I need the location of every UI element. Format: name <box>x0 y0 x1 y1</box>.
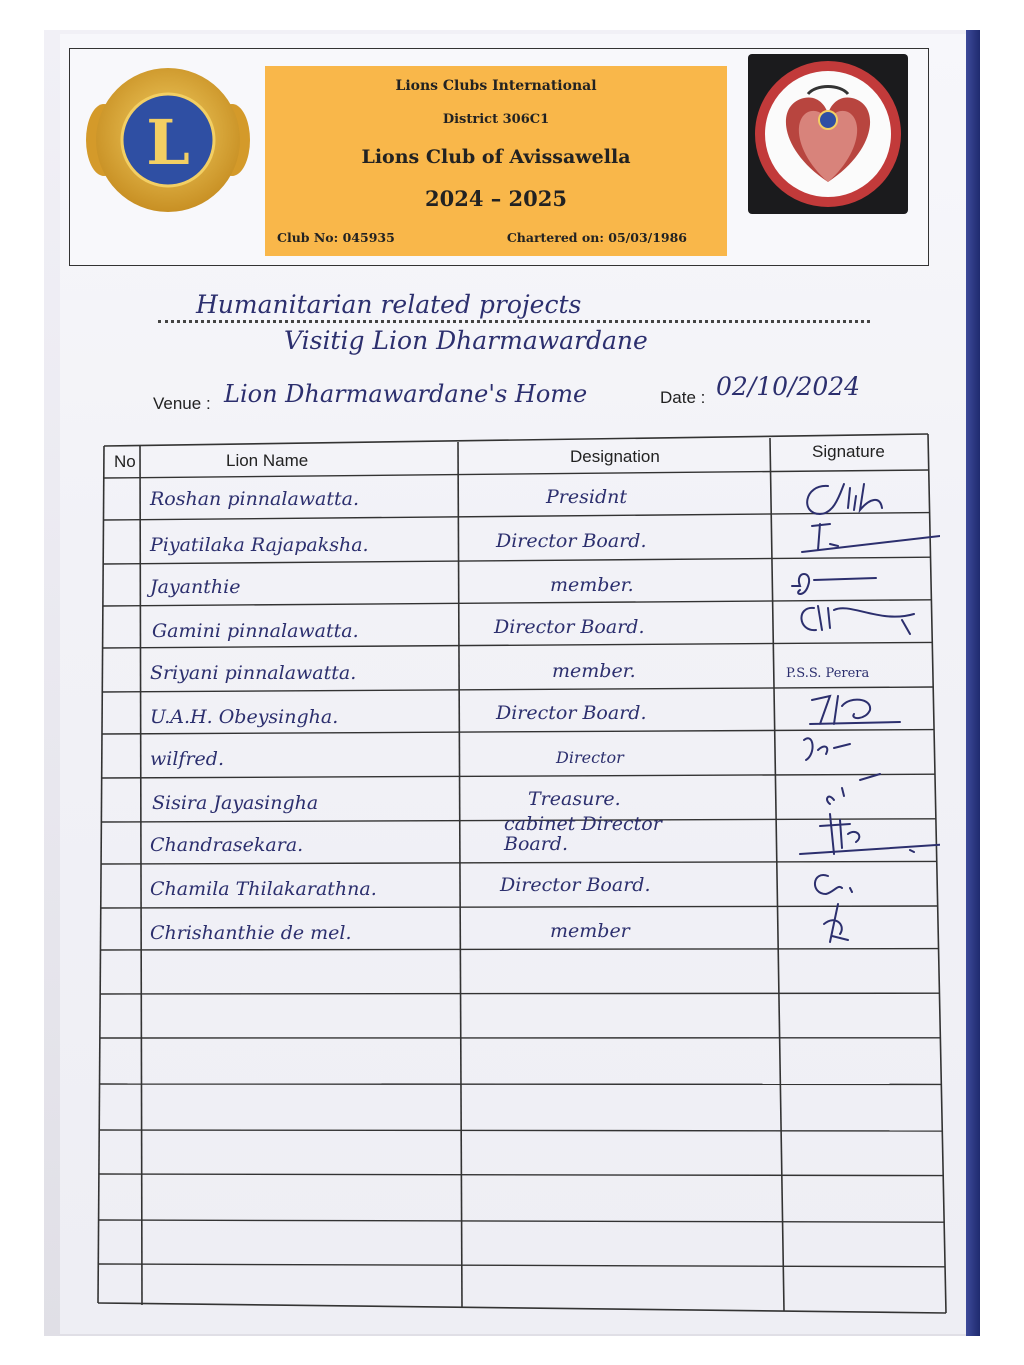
row-2-name: Piyatilaka Rajapaksha. <box>150 534 369 556</box>
signature-column <box>790 474 940 944</box>
row-9-designation: cabinet Director Board. <box>504 813 662 855</box>
row-2-designation: Director Board. <box>496 530 647 552</box>
district: District 306C1 <box>442 112 550 127</box>
signature-7-mark <box>804 738 850 760</box>
table-row-line <box>99 1220 944 1222</box>
form-subtitle: Visitig Lion Dharmawardane <box>284 326 648 355</box>
date-value: 02/10/2024 <box>716 372 861 401</box>
svg-text:L: L <box>146 106 190 179</box>
header-no: No <box>114 452 136 471</box>
row-3-name: Jayanthie <box>150 576 241 598</box>
signature-8-mark <box>827 774 880 804</box>
header-designation: Designation <box>570 447 660 466</box>
signature-1-mark <box>807 484 882 514</box>
table-row-line <box>99 1174 943 1176</box>
venue-label: Venue : <box>153 394 211 413</box>
row-5-name: Sriyani pinnalawatta. <box>150 662 357 684</box>
signature-9-mark <box>800 814 940 854</box>
row-8-name: Sisira Jayasingha <box>152 792 319 814</box>
signature-10-mark <box>815 875 852 894</box>
row-1-name: Roshan pinnalawatta. <box>150 488 360 510</box>
row-8-designation: Treasure. <box>528 788 621 810</box>
row-9-name: Chandrasekara. <box>150 834 304 856</box>
row-7-name: wilfred. <box>150 748 224 770</box>
row-10-designation: Director Board. <box>500 874 651 896</box>
row-7-designation: Director <box>556 748 624 767</box>
signature-11-mark <box>824 904 848 942</box>
signature-4-mark <box>801 606 914 634</box>
row-6-designation: Director Board. <box>496 702 647 724</box>
row-4-designation: Director Board. <box>494 616 645 638</box>
row-5-designation: member. <box>552 660 636 682</box>
table-row-line <box>100 993 939 994</box>
row-11-designation: member <box>550 920 630 942</box>
row-6-name: U.A.H. Obeysingha. <box>150 706 339 728</box>
header-lion-name: Lion Name <box>226 451 309 470</box>
row-3-designation: member. <box>550 574 634 596</box>
signature-5-text: P.S.S. Perera <box>786 666 870 681</box>
row-4-name: Gamini pinnalawatta. <box>152 620 359 642</box>
date-label: Date : <box>660 388 706 407</box>
chartered-date: Chartered on: 05/03/1986 <box>506 230 687 245</box>
form-title: Humanitarian related projects <box>196 290 582 319</box>
row-11-name: Chrishanthie de mel. <box>150 922 352 944</box>
table-row-line <box>98 1264 945 1267</box>
signature-6-mark <box>810 696 900 724</box>
org-name: Lions Clubs International <box>395 78 597 94</box>
header-signature: Signature <box>812 442 885 461</box>
club-name: Lions Club of Avissawella <box>361 146 631 168</box>
table-row-line <box>99 1130 942 1131</box>
venue-value: Lion Dharmawardane's Home <box>224 380 588 408</box>
year-range: 2024 – 2025 <box>424 186 568 211</box>
signature-3-mark <box>792 574 876 594</box>
row-1-designation: Presidnt <box>546 486 627 508</box>
table-row-line <box>101 949 939 950</box>
club-number: Club No: 045935 <box>277 230 395 245</box>
row-10-name: Chamila Thilakarathna. <box>150 878 377 900</box>
signature-2-mark <box>802 524 940 552</box>
